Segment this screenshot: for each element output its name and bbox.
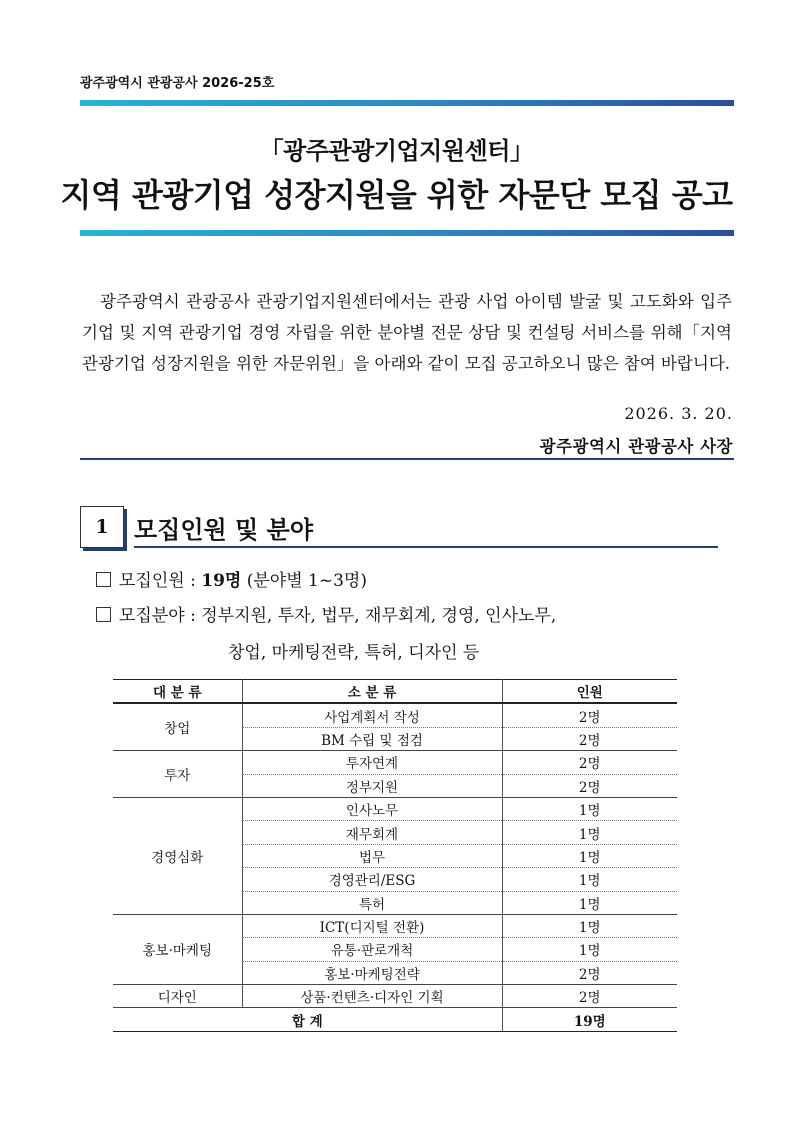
table-row — [113, 751, 677, 774]
major-category: 창업 — [113, 703, 242, 750]
major-category: 디자인 — [113, 985, 242, 1008]
table-row — [113, 914, 677, 937]
headcount: 1명 — [502, 914, 677, 937]
subtitle: 「광주관광기업지원센터」 — [259, 137, 534, 165]
headcount: 1명 — [502, 868, 677, 891]
sub-category: 투자연계 — [242, 751, 502, 774]
total-label: 합 계 — [113, 1008, 502, 1031]
field-label: 모집분야 : 정부지원, 투자, 법무, 재무회계, 경영, 인사노무, — [119, 606, 557, 626]
section-rule — [134, 546, 718, 548]
section-title: 모집인원 및 분야 — [134, 516, 313, 544]
sub-category: 유통·판로개척 — [242, 938, 502, 961]
sub-category: 상품·컨텐츠·디자인 기획 — [242, 985, 502, 1008]
sub-category: 특허 — [242, 891, 502, 914]
recruit-count-item — [96, 566, 367, 591]
sub-category: BM 수립 및 점검 — [242, 727, 502, 750]
sub-category: 경영관리/ESG — [242, 868, 502, 891]
field-continuation: 창업, 마케팅전략, 특허, 디자인 등 — [228, 643, 480, 663]
sub-category: 홍보·마케팅전략 — [242, 961, 502, 984]
title-bottom-rule — [80, 230, 734, 236]
headcount: 1명 — [502, 844, 677, 867]
headcount: 2명 — [502, 961, 677, 984]
header-sub-category: 소 분 류 — [242, 680, 502, 704]
total-value: 19명 — [502, 1008, 677, 1031]
table-row — [113, 985, 677, 1008]
sub-category: 재무회계 — [242, 821, 502, 844]
table-row — [113, 703, 677, 727]
headcount: 2명 — [502, 751, 677, 774]
major-category: 경영심화 — [113, 797, 242, 914]
table-row — [113, 797, 677, 820]
headcount: 1명 — [502, 797, 677, 820]
major-category: 홍보·마케팅 — [113, 914, 242, 984]
checkbox-square-icon — [96, 572, 111, 587]
headcount: 1명 — [502, 821, 677, 844]
headcount: 1명 — [502, 938, 677, 961]
sub-category: 사업계획서 작성 — [242, 703, 502, 727]
page-title: 지역 관광기업 성장지원을 위한 자문단 모집 공고 — [60, 176, 733, 214]
checkbox-square-icon — [96, 607, 111, 622]
recruit-note: (분야별 1~3명) — [241, 571, 367, 591]
announcement-date: 2026. 3. 20. — [624, 404, 733, 423]
recruit-count: 19명 — [201, 571, 242, 591]
document-number: 광주광역시 관광공사 2026-25호 — [80, 76, 275, 91]
title-top-rule — [80, 100, 734, 106]
header-headcount: 인원 — [502, 680, 677, 704]
sub-category: 인사노무 — [242, 797, 502, 820]
recruit-label: 모집인원 : — [119, 571, 202, 591]
headcount: 2명 — [502, 985, 677, 1008]
sub-category: 법무 — [242, 844, 502, 867]
major-category: 투자 — [113, 751, 242, 798]
headcount: 2명 — [502, 703, 677, 727]
signature-rule — [80, 458, 734, 460]
headcount: 2명 — [502, 774, 677, 797]
sub-category: ICT(디지털 전환) — [242, 914, 502, 937]
table-total-row — [113, 1008, 677, 1031]
headcount: 1명 — [502, 891, 677, 914]
headcount: 2명 — [502, 727, 677, 750]
signer: 광주광역시 관광공사 사장 — [539, 437, 733, 456]
recruit-field-item — [96, 601, 556, 626]
intro-text: 광주광역시 관광공사 관광기업지원센터에서는 관광 사업 아이템 발굴 및 고도화와 입주기업 및 지역 관광기업 경영 자립을 위한 분야별 전문 상담 및 컨설팅 서비스를 위해「지역 관광기업 성장지원을 위한 자문위원」을 아래와 같이 모집 공고하오니 많은 참여 바랍니다. — [82, 292, 732, 373]
header-major-category: 대 분 류 — [113, 680, 242, 704]
intro-paragraph — [82, 286, 732, 379]
sub-category: 정부지원 — [242, 774, 502, 797]
recruit-table — [113, 679, 677, 1032]
section-number: 1 — [80, 506, 124, 548]
